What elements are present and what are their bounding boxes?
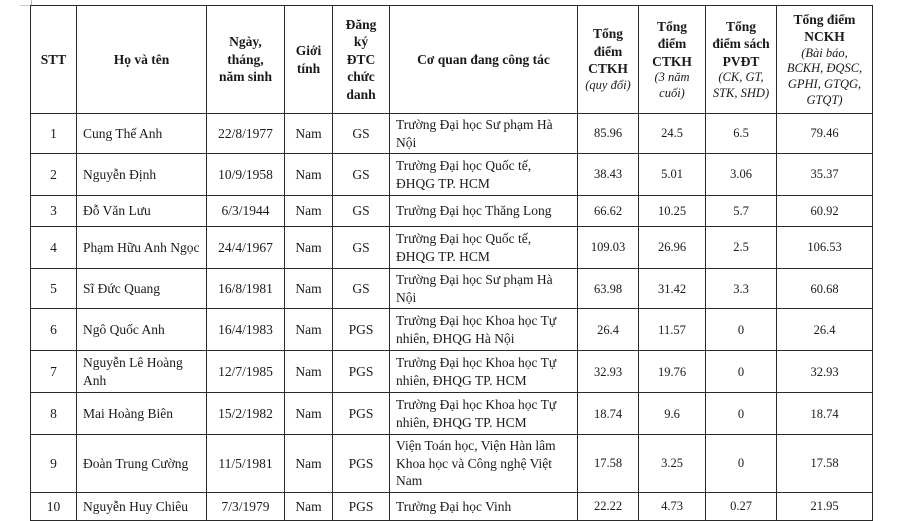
- cell-gender: Nam: [285, 196, 333, 227]
- cell-name: Đoàn Trung Cường: [77, 435, 207, 493]
- cell-dob: 11/5/1981: [207, 435, 285, 493]
- cell-gender: Nam: [285, 227, 333, 269]
- cell-gender: Nam: [285, 435, 333, 493]
- cell-name: Phạm Hữu Anh Ngọc: [77, 227, 207, 269]
- header-nckh: [777, 6, 873, 114]
- cell-title: GS: [333, 227, 390, 269]
- cell-ctkh-quydoi: 22.22: [578, 492, 639, 520]
- cell-stt: 6: [31, 309, 77, 351]
- header-gender: [285, 6, 333, 114]
- header-ctkh-3nam-label: Tổng điểm CTKH: [652, 18, 692, 69]
- cell-ctkh-quydoi: 66.62: [578, 196, 639, 227]
- table-row: [31, 435, 873, 493]
- header-sach-pvdt-label: Tổng điểm sách PVĐT: [712, 18, 770, 69]
- cell-workplace: Trường Đại học Vinh: [390, 492, 578, 520]
- cell-nckh: 32.93: [777, 351, 873, 393]
- cell-gender: Nam: [285, 154, 333, 196]
- cell-nckh: 26.4: [777, 309, 873, 351]
- cell-ctkh-3nam: 5.01: [639, 154, 706, 196]
- cell-dob: 22/8/1977: [207, 114, 285, 154]
- cell-workplace: Trường Đại học Khoa học Tự nhiên, ĐHQG TP. HCM: [390, 351, 578, 393]
- cell-title: PGS: [333, 309, 390, 351]
- cell-gender: Nam: [285, 269, 333, 309]
- cell-sach-pvdt: 0: [706, 435, 777, 493]
- table-body: [31, 114, 873, 521]
- cell-sach-pvdt: 0.27: [706, 492, 777, 520]
- cell-nckh: 60.68: [777, 269, 873, 309]
- cell-gender: Nam: [285, 351, 333, 393]
- cell-sach-pvdt: 6.5: [706, 114, 777, 154]
- header-nckh-sub: (Bài báo, BCKH, ĐQSC, GPHI, GTQG, GTQT): [786, 45, 863, 107]
- cell-stt: 10: [31, 492, 77, 520]
- header-stt-label: STT: [40, 51, 67, 67]
- cell-stt: 7: [31, 351, 77, 393]
- header-gender-label: Giới tính: [295, 42, 322, 76]
- cell-dob: 16/4/1983: [207, 309, 285, 351]
- cell-ctkh-quydoi: 63.98: [578, 269, 639, 309]
- cell-ctkh-3nam: 4.73: [639, 492, 706, 520]
- cell-title: GS: [333, 196, 390, 227]
- cell-ctkh-quydoi: 17.58: [578, 435, 639, 493]
- cell-ctkh-quydoi: 109.03: [578, 227, 639, 269]
- cell-stt: 1: [31, 114, 77, 154]
- cell-stt: 8: [31, 393, 77, 435]
- cell-name: Sĩ Đức Quang: [77, 269, 207, 309]
- table-row: [31, 114, 873, 154]
- cell-ctkh-3nam: 10.25: [639, 196, 706, 227]
- header-nckh-label: Tổng điểm NCKH: [793, 11, 856, 45]
- cell-stt: 4: [31, 227, 77, 269]
- cell-title: GS: [333, 114, 390, 154]
- table-row: [31, 227, 873, 269]
- table-row: [31, 309, 873, 351]
- cell-nckh: 21.95: [777, 492, 873, 520]
- cell-nckh: 60.92: [777, 196, 873, 227]
- cell-name: Nguyễn Định: [77, 154, 207, 196]
- header-name-label: Họ và tên: [113, 51, 170, 67]
- cell-title: PGS: [333, 393, 390, 435]
- table-row: [31, 269, 873, 309]
- cell-sach-pvdt: 3.06: [706, 154, 777, 196]
- cell-title: PGS: [333, 351, 390, 393]
- header-ctkh-3nam-sub: (3 năm cuối): [654, 70, 690, 100]
- cell-gender: Nam: [285, 309, 333, 351]
- cell-dob: 12/7/1985: [207, 351, 285, 393]
- cell-name: Nguyễn Huy Chiêu: [77, 492, 207, 520]
- cell-workplace: Trường Đại học Quốc tế, ĐHQG TP. HCM: [390, 227, 578, 269]
- cell-title: GS: [333, 269, 390, 309]
- cell-dob: 16/8/1981: [207, 269, 285, 309]
- cell-stt: 9: [31, 435, 77, 493]
- cell-ctkh-3nam: 9.6: [639, 393, 706, 435]
- cell-ctkh-3nam: 24.5: [639, 114, 706, 154]
- cell-workplace: Trường Đại học Quốc tế, ĐHQG TP. HCM: [390, 154, 578, 196]
- table-row: [31, 351, 873, 393]
- cell-ctkh-3nam: 19.76: [639, 351, 706, 393]
- cell-title: PGS: [333, 492, 390, 520]
- cell-nckh: 106.53: [777, 227, 873, 269]
- cell-workplace: Trường Đại học Sư phạm Hà Nội: [390, 114, 578, 154]
- cell-ctkh-quydoi: 38.43: [578, 154, 639, 196]
- cell-ctkh-3nam: 3.25: [639, 435, 706, 493]
- cell-gender: Nam: [285, 393, 333, 435]
- cell-sach-pvdt: 0: [706, 351, 777, 393]
- cell-stt: 5: [31, 269, 77, 309]
- cell-nckh: 79.46: [777, 114, 873, 154]
- cell-name: Cung Thế Anh: [77, 114, 207, 154]
- header-name: [77, 6, 207, 114]
- cell-ctkh-quydoi: 32.93: [578, 351, 639, 393]
- cell-workplace: Trường Đại học Sư phạm Hà Nội: [390, 269, 578, 309]
- cell-name: Mai Hoàng Biên: [77, 393, 207, 435]
- cell-stt: 2: [31, 154, 77, 196]
- cell-name: Đỗ Văn Lưu: [77, 196, 207, 227]
- table-row: [31, 393, 873, 435]
- cell-name: Ngô Quốc Anh: [77, 309, 207, 351]
- cell-ctkh-3nam: 31.42: [639, 269, 706, 309]
- table-row: [31, 492, 873, 520]
- cell-dob: 6/3/1944: [207, 196, 285, 227]
- cell-gender: Nam: [285, 492, 333, 520]
- cell-sach-pvdt: 0: [706, 393, 777, 435]
- header-sach-pvdt-sub: (CK, GT, STK, SHD): [712, 70, 770, 100]
- cell-ctkh-quydoi: 18.74: [578, 393, 639, 435]
- header-dob-label: Ngày, tháng, năm sinh: [219, 34, 272, 85]
- header-ctkh-3nam: [639, 6, 706, 114]
- cell-dob: 15/2/1982: [207, 393, 285, 435]
- cell-nckh: 18.74: [777, 393, 873, 435]
- cell-workplace: Trường Đại học Thăng Long: [390, 196, 578, 227]
- cell-title: PGS: [333, 435, 390, 493]
- cell-workplace: Trường Đại học Khoa học Tự nhiên, ĐHQG TP. HCM: [390, 393, 578, 435]
- header-ctkh-quydoi-sub: (quy đổi): [585, 78, 631, 92]
- candidates-table: [30, 5, 873, 521]
- header-sach-pvdt: [706, 6, 777, 114]
- cell-ctkh-quydoi: 85.96: [578, 114, 639, 154]
- header-title: [333, 6, 390, 114]
- header-title-label: Đăng ký ĐTC chức danh: [345, 16, 377, 102]
- cell-gender: Nam: [285, 114, 333, 154]
- cell-sach-pvdt: 2.5: [706, 227, 777, 269]
- header-workplace-label: Cơ quan đang công tác: [417, 51, 550, 67]
- header-dob: [207, 6, 285, 114]
- cell-sach-pvdt: 0: [706, 309, 777, 351]
- cell-workplace: Viện Toán học, Viện Hàn lâm Khoa học và Công nghệ Việt Nam: [390, 435, 578, 493]
- cell-nckh: 17.58: [777, 435, 873, 493]
- table-row: [31, 154, 873, 196]
- cell-sach-pvdt: 3.3: [706, 269, 777, 309]
- header-ctkh-quydoi: [578, 6, 639, 114]
- header-row: [31, 6, 873, 114]
- table-row: [31, 196, 873, 227]
- cell-ctkh-3nam: 26.96: [639, 227, 706, 269]
- header-stt: [31, 6, 77, 114]
- cell-workplace: Trường Đại học Khoa học Tự nhiên, ĐHQG Hà Nội: [390, 309, 578, 351]
- cell-nckh: 35.37: [777, 154, 873, 196]
- cell-ctkh-quydoi: 26.4: [578, 309, 639, 351]
- cell-name: Nguyễn Lê Hoàng Anh: [77, 351, 207, 393]
- cell-sach-pvdt: 5.7: [706, 196, 777, 227]
- cell-dob: 24/4/1967: [207, 227, 285, 269]
- header-ctkh-quydoi-label: Tổng điểm CTKH: [588, 26, 628, 77]
- cell-title: GS: [333, 154, 390, 196]
- cell-stt: 3: [31, 196, 77, 227]
- header-workplace: [390, 6, 578, 114]
- cell-dob: 7/3/1979: [207, 492, 285, 520]
- cell-dob: 10/9/1958: [207, 154, 285, 196]
- cell-ctkh-3nam: 11.57: [639, 309, 706, 351]
